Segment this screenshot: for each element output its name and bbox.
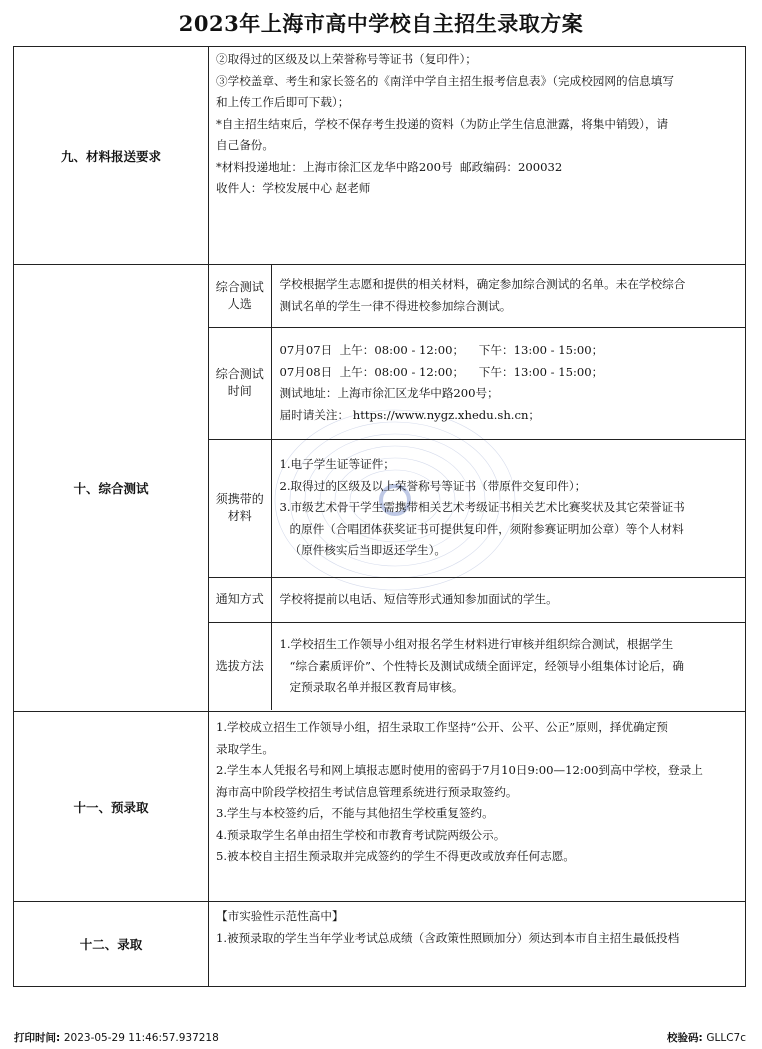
section-label-materials: 九、材料报送要求 (14, 47, 209, 265)
text-line: 1.电子学生证等证件； (279, 457, 395, 472)
text-line: 届时请关注： https://www.nygz.xhedu.sh.cn； (279, 407, 541, 422)
sub-label-line: 通知方式 (215, 592, 264, 606)
text-line: 3.市级艺术骨干学生需携带相关艺术考级证书相关艺术比赛奖状及其它荣誉证书 (279, 500, 685, 515)
check-code-label: 校验码: (667, 1032, 703, 1044)
section-content-test (209, 265, 746, 712)
text-line: *材料投递地址：上海市徐汇区龙华中路200号 邮政编码：200032 (216, 159, 563, 174)
sub-label (209, 327, 271, 439)
text-line: 测试名单的学生一律不得进校参加综合测试。 (279, 298, 512, 313)
test-row-notify (209, 577, 745, 622)
text-line: 4.预录取学生名单由招生学校和市教育考试院两级公示。 (216, 827, 506, 842)
text-line: 1.学校成立招生工作领导小组，招生录取工作坚持“公开、公平、公正”原则，择优确定预 (216, 720, 668, 734)
section-content-admission (209, 902, 746, 987)
section-label-test: 十、综合测试 (14, 265, 209, 712)
text-line: 测试地址：上海市徐汇区龙华中路200号； (279, 386, 499, 400)
print-time-value: 2023-05-29 11:46:57.937218 (63, 1032, 219, 1044)
text-line: *自主招生结束后，学校不保存考生投递的资料（为防止学生信息泄露，将集中销毁），请 (216, 116, 669, 131)
text-line: 07月08日 上午：08:00 - 12:00； 下午：13:00 - 15:00； (279, 364, 604, 379)
section-label-pre-admission: 十一、预录取 (14, 712, 209, 902)
sub-label-line: 综合测试 (215, 279, 264, 294)
check-code (667, 1030, 746, 1045)
text-line: 录取学生。 (216, 741, 274, 756)
text-line: 2.取得过的区级及以上荣誉称号等证书（带原件交复印件）； (279, 478, 587, 493)
sub-content (271, 439, 745, 577)
print-time-label: 打印时间: (14, 1032, 61, 1044)
test-row-candidates (209, 265, 745, 327)
section-test (14, 265, 746, 712)
text-line: 学校将提前以电话、短信等形式通知参加面试的学生。 (279, 591, 558, 606)
section-pre-admission (14, 712, 746, 902)
text-line: 3.学生与本校签约后，不能与其他招生学校重复签约。 (216, 806, 494, 820)
sub-label (209, 265, 271, 327)
sub-label-line: 须携带的 (215, 492, 264, 506)
text-line: 和上传工作后即可下载）； (216, 95, 350, 109)
section-admission (14, 902, 746, 987)
text-line: 【市实验性示范性高中】 (216, 909, 344, 923)
text-line: 1.被预录取的学生当年学业考试总成绩（含政策性照顾加分）须达到本市自主招生最低投档 (216, 930, 680, 945)
text-line: 海市高中阶段学校招生考试信息管理系统进行预录取签约。 (216, 784, 518, 799)
text-line: 1.学校招生工作领导小组对报名学生材料进行审核并组织综合测试，根据学生 (279, 637, 674, 651)
text-line: ②取得过的区级及以上荣誉称号等证书（复印件）； (216, 52, 477, 66)
sub-label-line: 材料 (227, 509, 252, 523)
print-time (14, 1030, 219, 1045)
test-row-time (209, 327, 745, 439)
sub-label (209, 439, 271, 577)
test-row-materials (209, 439, 745, 577)
text-line: “综合素质评价”、个性特长及测试成绩全面评定，经领导小组集体讨论后，确 (289, 658, 684, 673)
sub-label-line: 人选 (227, 296, 252, 311)
section-label-admission: 十二、录取 (14, 902, 209, 987)
page-title: 2023年上海市高中学校自主招生录取方案 (178, 11, 584, 36)
sub-content (271, 327, 745, 439)
section-content-materials (209, 47, 746, 265)
sub-label-line: 时间 (227, 384, 252, 398)
sub-content (271, 265, 745, 327)
text-line: 的原件（合唱团体获奖证书可提供复印件，须附参赛证明加公章）等个人材料 (289, 521, 684, 536)
text-line: 收件人：学校发展中心 赵老师 (216, 181, 371, 195)
text-line: 07月07日 上午：08:00 - 12:00； 下午：13:00 - 15:00； (279, 343, 604, 357)
sub-content (271, 622, 745, 710)
check-code-value: GLLC7c (706, 1032, 746, 1044)
sub-label (209, 577, 271, 622)
text-line: 定预录取名单并报区教育局审核。 (289, 680, 464, 694)
test-row-selection (209, 622, 745, 710)
sub-label-line: 综合测试 (215, 367, 264, 381)
text-line: 2.学生本人凭报名号和网上填报志愿时使用的密码于7月10日9:00—12:00到高中学校，登录上 (216, 763, 703, 777)
text-line: （原件核实后当即返还学生）。 (289, 543, 447, 558)
text-line: 学校根据学生志愿和提供的相关材料，确定参加综合测试的名单。未在学校综合 (279, 277, 686, 292)
text-line: ③学校盖章、考生和家长签名的《南洋中学自主招生报考信息表》（完成校园网的信息填写 (216, 73, 674, 88)
text-line: 5.被本校自主招生预录取并完成签约的学生不得更改或放弃任何志愿。 (216, 849, 575, 863)
sub-content (271, 577, 745, 622)
section-materials (14, 47, 746, 265)
admission-plan-table (13, 46, 746, 987)
sub-label (209, 622, 271, 710)
sub-label-line: 选拔方法 (215, 658, 264, 673)
test-subtable (209, 265, 745, 710)
text-line: 自己备份。 (216, 138, 274, 152)
section-content-pre-admission (209, 712, 746, 902)
